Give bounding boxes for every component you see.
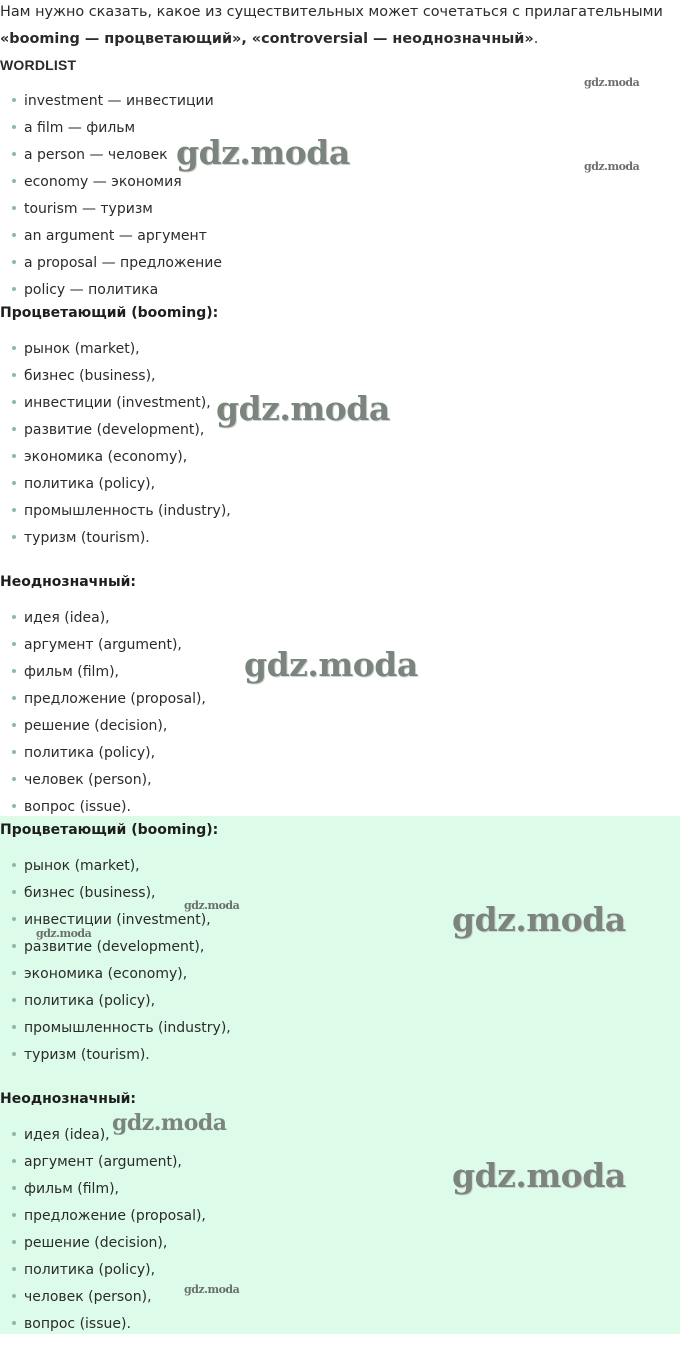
bullet-icon xyxy=(12,481,16,485)
list-item: бизнес (business), xyxy=(12,885,155,901)
bullet-icon xyxy=(12,917,16,921)
list-item: a film — фильм xyxy=(12,120,135,136)
bullet-icon xyxy=(12,971,16,975)
bullet-icon xyxy=(12,863,16,867)
bullet-icon xyxy=(12,287,16,291)
watermark: gdz.moda xyxy=(184,1283,240,1296)
bullet-icon xyxy=(12,890,16,894)
list-item: промышленность (industry), xyxy=(12,503,231,519)
bullet-icon xyxy=(12,944,16,948)
bullet-icon xyxy=(12,233,16,237)
bullet-icon xyxy=(12,346,16,350)
booming-heading: Процветающий (booming): xyxy=(0,822,219,838)
bullet-icon xyxy=(12,615,16,619)
watermark: gdz.moda xyxy=(584,160,640,173)
list-item: an argument — аргумент xyxy=(12,228,207,244)
list-item: аргумент (argument), xyxy=(12,637,182,653)
list-item: развитие (development), xyxy=(12,422,204,438)
controversial-heading: Неоднозначный: xyxy=(0,1091,137,1107)
bullet-icon xyxy=(12,1132,16,1136)
bullet-icon xyxy=(12,1159,16,1163)
list-item: рынок (market), xyxy=(12,341,140,357)
list-item: политика (policy), xyxy=(12,1262,155,1278)
intro-line-2 xyxy=(0,31,538,47)
bullet-icon xyxy=(12,535,16,539)
list-item: аргумент (argument), xyxy=(12,1154,182,1170)
list-item: политика (policy), xyxy=(12,993,155,1009)
list-item: предложение (proposal), xyxy=(12,691,206,707)
bullet-icon xyxy=(12,1321,16,1325)
bullet-icon xyxy=(12,1294,16,1298)
list-item: промышленность (industry), xyxy=(12,1020,231,1036)
list-item: a person — человек xyxy=(12,147,168,163)
bullet-icon xyxy=(12,454,16,458)
bullet-icon xyxy=(12,206,16,210)
list-item: человек (person), xyxy=(12,772,152,788)
intro-period: . xyxy=(533,31,539,47)
controversial-heading: Неоднозначный: xyxy=(0,574,137,590)
list-item: инвестиции (investment), xyxy=(12,395,211,411)
list-item: фильм (film), xyxy=(12,664,119,680)
watermark: gdz.moda xyxy=(176,133,350,172)
list-item: предложение (proposal), xyxy=(12,1208,206,1224)
bullet-icon xyxy=(12,669,16,673)
list-item: бизнес (business), xyxy=(12,368,155,384)
watermark: gdz.moda xyxy=(244,645,418,684)
bullet-icon xyxy=(12,750,16,754)
list-item: investment — инвестиции xyxy=(12,93,214,109)
watermark: gdz.moda xyxy=(112,1110,227,1136)
list-item: a proposal — предложение xyxy=(12,255,222,271)
list-item: человек (person), xyxy=(12,1289,152,1305)
intro-adjectives: «booming — процветающий», «controversial — неоднозначный» xyxy=(0,31,534,47)
list-item: экономика (economy), xyxy=(12,966,187,982)
list-item: политика (policy), xyxy=(12,476,155,492)
bullet-icon xyxy=(12,1186,16,1190)
watermark: gdz.moda xyxy=(452,900,626,939)
bullet-icon xyxy=(12,508,16,512)
bullet-icon xyxy=(12,152,16,156)
bullet-icon xyxy=(12,998,16,1002)
list-item: развитие (development), xyxy=(12,939,204,955)
list-item: tourism — туризм xyxy=(12,201,153,217)
list-item: туризм (tourism). xyxy=(12,1047,150,1063)
booming-heading: Процветающий (booming): xyxy=(0,305,219,321)
bullet-icon xyxy=(12,1213,16,1217)
list-item: политика (policy), xyxy=(12,745,155,761)
bullet-icon xyxy=(12,427,16,431)
list-item: вопрос (issue). xyxy=(12,1316,131,1332)
list-item: туризм (tourism). xyxy=(12,530,150,546)
bullet-icon xyxy=(12,98,16,102)
watermark: gdz.moda xyxy=(584,76,640,89)
bullet-icon xyxy=(12,723,16,727)
list-item: policy — политика xyxy=(12,282,158,298)
list-item: фильм (film), xyxy=(12,1181,119,1197)
bullet-icon xyxy=(12,777,16,781)
watermark: gdz.moda xyxy=(184,899,240,912)
watermark: gdz.moda xyxy=(216,389,390,428)
list-item: рынок (market), xyxy=(12,858,140,874)
bullet-icon xyxy=(12,1240,16,1244)
list-item: идея (idea), xyxy=(12,610,110,626)
bullet-icon xyxy=(12,260,16,264)
bullet-icon xyxy=(12,125,16,129)
list-item: идея (idea), xyxy=(12,1127,110,1143)
bullet-icon xyxy=(12,373,16,377)
bullet-icon xyxy=(12,400,16,404)
watermark: gdz.moda xyxy=(452,1156,626,1195)
bullet-icon xyxy=(12,642,16,646)
list-item: economy — экономия xyxy=(12,174,182,190)
bullet-icon xyxy=(12,1267,16,1271)
list-item: инвестиции (investment), xyxy=(12,912,211,928)
list-item: решение (decision), xyxy=(12,1235,167,1251)
bullet-icon xyxy=(12,804,16,808)
wordlist-title: WORDLIST xyxy=(0,57,77,73)
watermark: gdz.moda xyxy=(36,927,92,940)
list-item: решение (decision), xyxy=(12,718,167,734)
list-item: экономика (economy), xyxy=(12,449,187,465)
bullet-icon xyxy=(12,1025,16,1029)
bullet-icon xyxy=(12,1052,16,1056)
intro-line-1: Нам нужно сказать, какое из существительных может сочетаться с прилагательными xyxy=(0,4,663,20)
bullet-icon xyxy=(12,696,16,700)
bullet-icon xyxy=(12,179,16,183)
list-item: вопрос (issue). xyxy=(12,799,131,815)
